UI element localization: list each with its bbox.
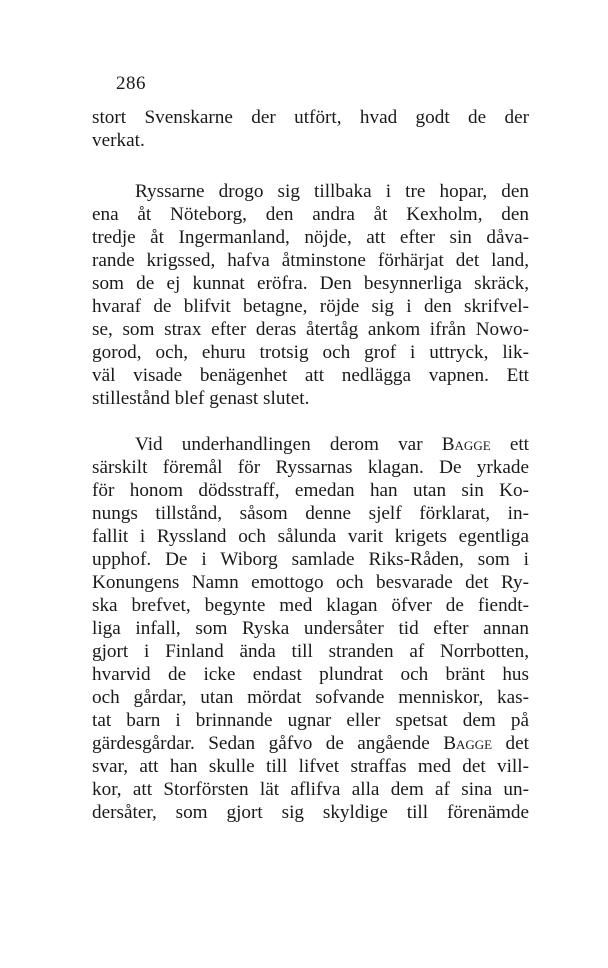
text-line: liga infall, som Ryska undersåter tid efter annan [92, 618, 529, 639]
person-name-bagge: Bagge [441, 434, 491, 455]
text-line: för honom dödsstraff, emedan han utan sin Ko- [92, 480, 529, 501]
person-name-bagge: Bagge [443, 733, 493, 754]
text-line: gjort i Finland ända till stranden af Norrbotten, [92, 641, 529, 662]
text-line: verkat. [92, 130, 145, 151]
text-line: Konungens Namn emottogo och besvarade det Ry- [92, 572, 529, 593]
text-line: tat barn i brinnande ugnar eller spetsat dem på [92, 710, 529, 731]
text-line: svar, att han skulle till lifvet straffas med det vill- [92, 756, 529, 777]
text-line [92, 732, 529, 755]
text-line: väl visade benägenhet att nedlägga vapnen. Ett [92, 365, 529, 386]
text-line: rande krigssed, hafva åtminstone förhärjat det land, [92, 250, 529, 271]
text-segment: Vid underhandlingen derom var [135, 434, 423, 455]
text-line: tredje åt Ingermanland, nöjde, att efter sin dåva- [92, 227, 529, 248]
text-line: och gårdar, utan mördat sofvande menniskor, kas- [92, 687, 529, 708]
text-line: särskilt föremål för Ryssarnas klagan. De yrkade [92, 457, 529, 478]
text-line: som de ej kunnat eröfra. Den besynnerliga skräck, [92, 273, 529, 294]
text-line: upphof. De i Wiborg samlade Riks-Råden, som i [92, 549, 529, 570]
text-line: kor, att Storförsten lät aflifva alla dem af sina un- [92, 779, 529, 800]
text-line: dersåter, som gjort sig skyldige till förenämde [92, 802, 529, 823]
text-line: gorod, och, ehuru trotsig och grof i uttryck, lik- [92, 342, 529, 363]
text-line: nungs tillstånd, såsom denne sjelf förklarat, in- [92, 503, 529, 524]
text-line: hvarvid de icke endast plundrat och bränt hus [92, 664, 529, 685]
text-line: ena åt Nöteborg, den andra åt Kexholm, den [92, 204, 529, 225]
text-segment: det [505, 733, 529, 754]
text-line: hvaraf de blifvit betagne, röjde sig i den skrifvel- [92, 296, 529, 317]
text-segment: gärdesgårdar. Sedan gåfvo de angående [92, 733, 430, 754]
text-line [135, 433, 529, 456]
text-segment: ett [509, 434, 530, 455]
text-line: stort Svenskarne der utfört, hvad godt de der [92, 107, 529, 128]
text-line: stillestånd blef genast slutet. [92, 388, 310, 409]
text-line: se, som strax efter deras återtåg ankom ifrån Nowo- [92, 319, 529, 340]
text-line: ska brefvet, begynte med klagan öfver de fiendt- [92, 595, 529, 616]
text-line: fallit i Ryssland och sålunda varit krigets egentliga [92, 526, 529, 547]
text-line: Ryssarne drogo sig tillbaka i tre hopar, den [135, 181, 529, 202]
page-number: 286 [116, 73, 146, 94]
